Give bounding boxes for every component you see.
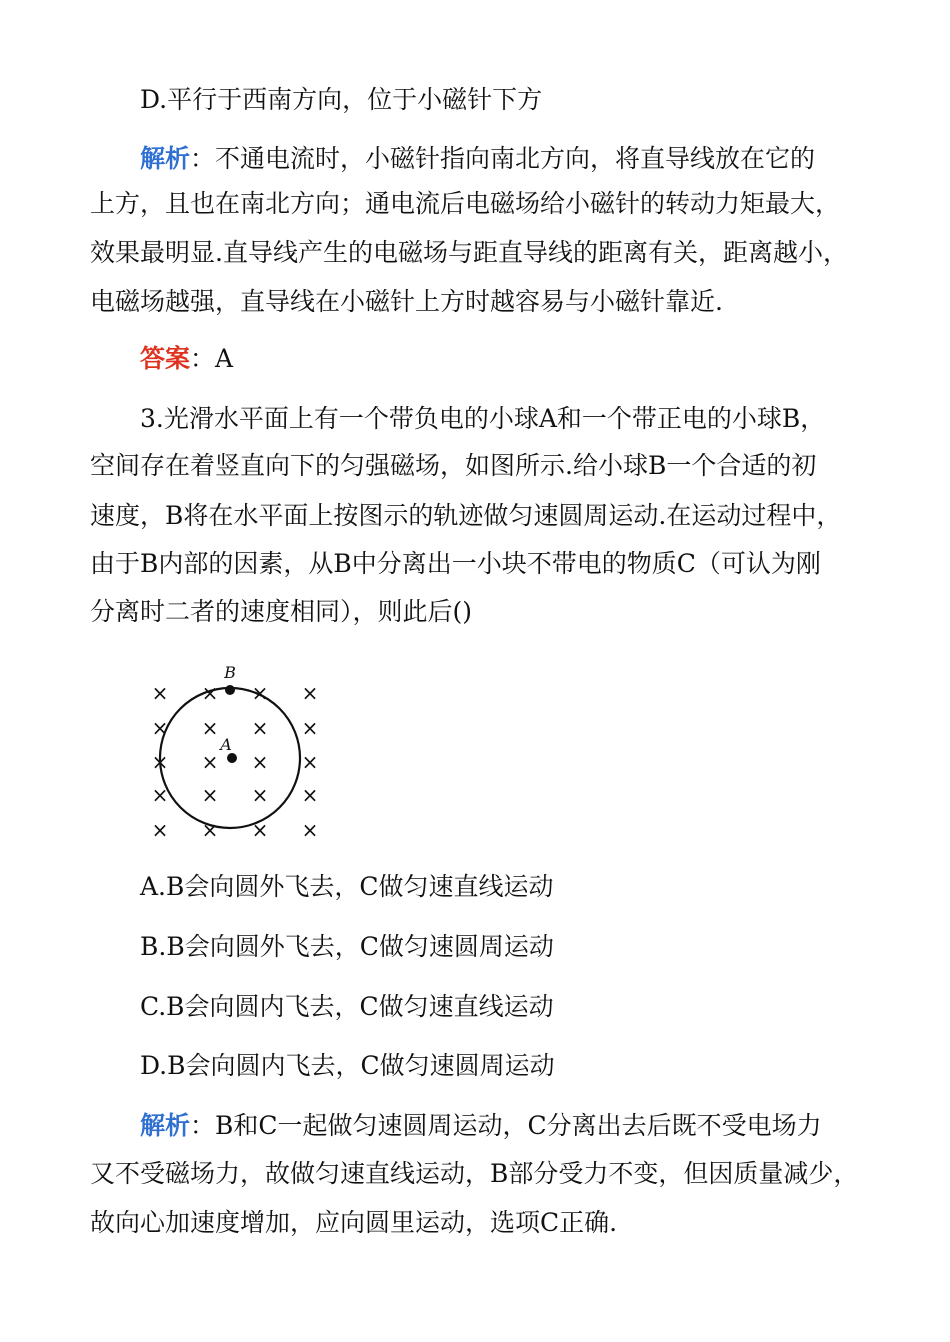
- q3-option-c: C.B会向圆内飞去，C做匀速直线运动: [140, 992, 554, 1021]
- answer-colon: ：: [190, 344, 216, 373]
- ball-a-dot: [227, 753, 237, 763]
- field-cross: ×: [251, 818, 269, 842]
- field-cross: ×: [251, 750, 269, 774]
- field-cross: ×: [301, 681, 319, 705]
- field-cross: ×: [151, 783, 169, 807]
- q2-solution-line-1: [140, 145, 880, 173]
- field-cross: ×: [151, 681, 169, 705]
- ball-b-dot: [225, 685, 235, 695]
- q3-option-d: D.B会向圆内飞去，C做匀速圆周运动: [140, 1051, 555, 1080]
- field-cross: ×: [201, 818, 219, 842]
- solution-label: 解析: [140, 144, 191, 173]
- q3-solution-line-2: 又不受磁场力，故做匀速直线运动，B部分受力不变，但因质量减少，: [90, 1159, 859, 1188]
- field-cross: ×: [201, 783, 219, 807]
- field-cross: ×: [201, 750, 219, 774]
- ball-a-label: A: [220, 735, 232, 754]
- field-cross: ×: [251, 681, 269, 705]
- q3-stem-line-3: 速度，B将在水平面上按图示的轨迹做匀速圆周运动.在运动过程中，: [90, 501, 842, 530]
- field-cross: ×: [151, 716, 169, 740]
- q3-stem-line-4: 由于B内部的因素，从B中分离出一小块不带电的物质C（可认为刚: [90, 549, 821, 578]
- q3-stem-line-2: 空间存在着竖直向下的匀强磁场，如图所示.给小球B一个合适的初: [90, 451, 817, 480]
- field-cross: ×: [201, 716, 219, 740]
- field-cross: ×: [301, 716, 319, 740]
- field-cross: ×: [201, 681, 219, 705]
- field-cross: ×: [251, 783, 269, 807]
- q3-solution-line-3: 故向心加速度增加，应向圆里运动，选项C正确.: [90, 1208, 618, 1237]
- field-cross: ×: [301, 818, 319, 842]
- field-cross: ×: [251, 716, 269, 740]
- answer-value: A: [215, 344, 234, 373]
- q2-answer: [140, 345, 880, 373]
- field-diagram: [140, 660, 340, 850]
- q3-option-b: B.B会向圆外飞去，C做匀速圆周运动: [140, 932, 554, 961]
- field-cross: ×: [151, 750, 169, 774]
- q2-solution-text-1: 不通电流时，小磁针指向南北方向，将直导线放在它的: [215, 144, 816, 173]
- answer-label: 答案: [140, 344, 191, 373]
- field-cross: ×: [151, 818, 169, 842]
- solution-colon: ：: [190, 144, 216, 173]
- q3-option-a: A.B会向圆外飞去，C做匀速直线运动: [140, 872, 554, 901]
- solution-colon: ：: [190, 1111, 216, 1140]
- q3-solution-line-1: [140, 1112, 880, 1140]
- q2-solution-line-3: 效果最明显.直导线产生的电磁场与距直导线的距离有关，距离越小，: [90, 238, 848, 267]
- field-cross: ×: [301, 750, 319, 774]
- solution-label: 解析: [140, 1111, 191, 1140]
- q2-solution-line-4: 电磁场越强，直导线在小磁针上方时越容易与小磁针靠近.: [90, 287, 723, 316]
- q3-solution-text-1: B和C一起做匀速圆周运动，C分离出去后既不受电场力: [215, 1111, 822, 1140]
- q2-solution-line-2: 上方，且也在南北方向；通电流后电磁场给小磁针的转动力矩最大，: [90, 189, 841, 218]
- ball-b-label: B: [224, 663, 236, 682]
- q3-stem-line-1: 3.光滑水平面上有一个带负电的小球A和一个带正电的小球B，: [140, 404, 826, 433]
- magnetic-field-figure: [140, 660, 340, 850]
- prev-option-d: D.平行于西南方向，位于小磁针下方: [140, 85, 543, 114]
- field-cross: ×: [301, 783, 319, 807]
- q3-stem-line-5: 分离时二者的速度相同），则此后(): [90, 597, 473, 626]
